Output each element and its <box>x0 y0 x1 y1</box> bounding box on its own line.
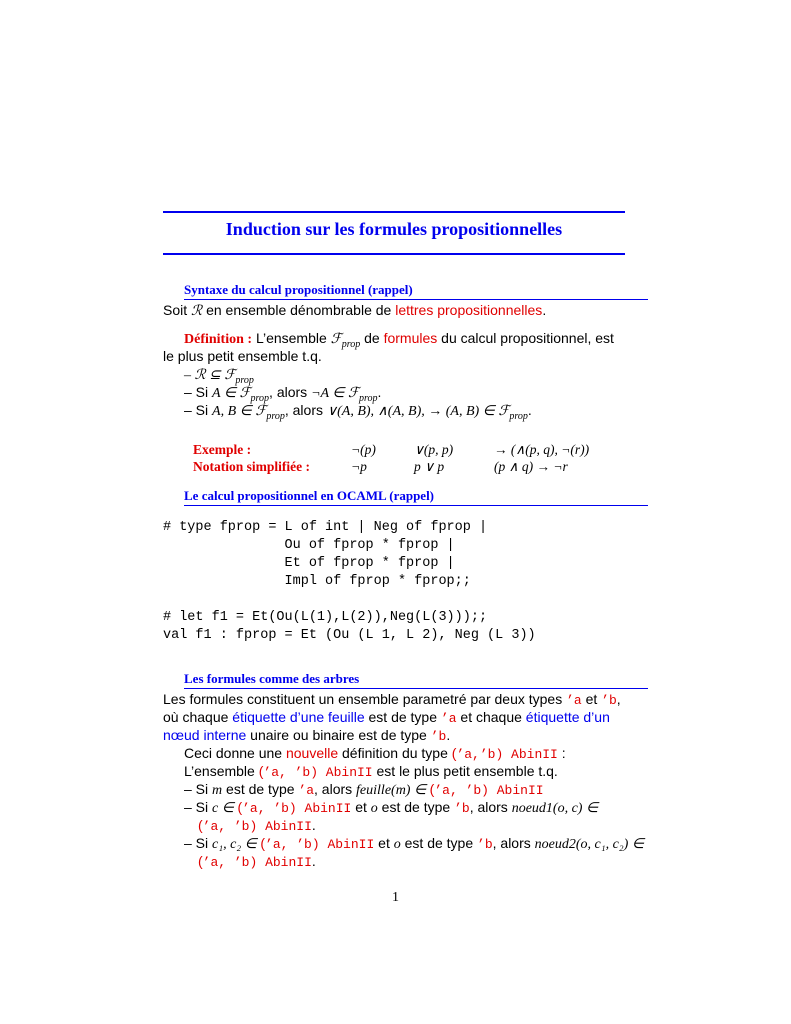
title-rule-bottom <box>163 253 625 255</box>
list-item-continuation: (’a, ’b) AbinII. <box>198 853 316 870</box>
code-line: val f1 : fprop = Et (Ou (L 1, L 2), Neg (L 3)) <box>163 628 536 643</box>
list-item: – Si A ∈ ℱ$_{prop}$, alors ¬A ∈ ℱ$_{prop}$. <box>184 384 382 404</box>
paragraph-line: Les formules constituent un ensemble parametré par deux types ’a et ’b, <box>163 691 621 708</box>
code-line: Ou of fprop * fprop | <box>163 538 455 553</box>
code-line: Impl of fprop * fprop;; <box>163 574 471 589</box>
example-row: Exemple : ¬(p) ∨(p, p) → (∧(p, q), ¬(r)) <box>193 441 590 457</box>
section-heading-trees: Les formules comme des arbres <box>184 671 648 689</box>
page-number: 1 <box>392 890 399 905</box>
page-title: Induction sur les formules propositionnelles <box>225 219 563 239</box>
paragraph-line: où chaque étiquette d’une feuille est de type ’a et chaque étiquette d’un <box>163 709 610 726</box>
paragraph-line: Ceci donne une nouvelle définition du type (’a,’b) AbinII : <box>184 745 566 762</box>
notation-row: Notation simplifiée : ¬p p ∨ p (p ∧ q) → ¬r <box>193 458 568 474</box>
code-line: # type fprop = L of int | Neg of fprop | <box>163 520 488 535</box>
list-item: – Si m est de type ’a, alors feuille(m) ∈ (’a, ’b) AbinII <box>184 781 544 798</box>
code-line: Et of fprop * fprop | <box>163 556 455 571</box>
list-item: – Si c ∈ (’a, ’b) AbinII et o est de type ’b, alors noeud1(o, c) ∈ <box>184 799 599 816</box>
section-heading-syntax: Syntaxe du calcul propositionnel (rappel) <box>184 282 648 300</box>
definition-line: Définition : L’ensemble ℱ$_{prop}$ de formules du calcul propositionnel, est <box>184 330 614 350</box>
section-heading-ocaml: Le calcul propositionnel en OCAML (rappel) <box>184 488 648 506</box>
example-label: Exemple : <box>193 441 252 457</box>
highlight-lettres: lettres propositionnelles <box>395 302 543 318</box>
paragraph-line: nœud interne unaire ou binaire est de type ’b. <box>163 727 451 744</box>
highlight-formules: formules <box>383 330 438 346</box>
code-line: # let f1 = Et(Ou(L(1),L(2)),Neg(L(3)));; <box>163 610 488 625</box>
notation-label: Notation simplifiée : <box>193 458 310 474</box>
intro-line: Soit ℛ en ensemble dénombrable de lettres propositionnelles. <box>163 302 547 319</box>
paragraph-line: L’ensemble (’a, ’b) AbinII est le plus petit ensemble t.q. <box>184 763 558 780</box>
definition-label: Définition : <box>184 332 253 347</box>
list-item: – Si c₁, c₂ ∈ (’a, ’b) AbinII et o est de type ’b, alors noeud2(o, c₁, c₂) ∈ <box>184 835 645 852</box>
list-item: – Si A, B ∈ ℱ$_{prop}$, alors ∨(A, B), ∧(A, B), → (A, B) ∈ ℱ$_{prop}$. <box>184 402 532 422</box>
list-item-continuation: (’a, ’b) AbinII. <box>198 817 316 834</box>
list-item: – ℛ ⊆ ℱ$_{prop}$ <box>184 368 254 386</box>
example-table <box>193 441 589 475</box>
definition-line-2: le plus petit ensemble t.q. <box>163 348 322 364</box>
title-rule-top <box>163 211 625 213</box>
